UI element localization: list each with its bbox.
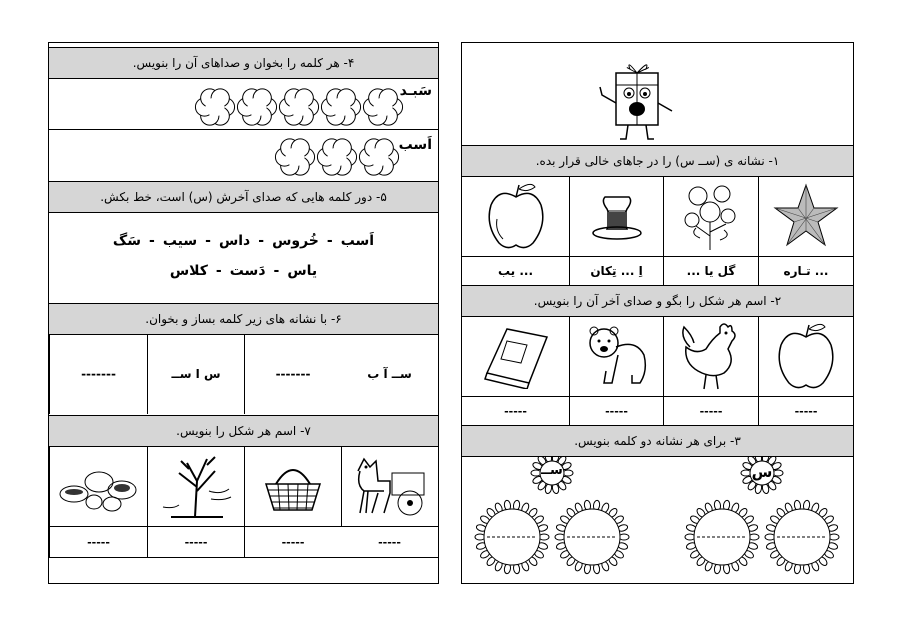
q5-dash: -	[273, 263, 280, 279]
q5-word: خُروس	[272, 233, 319, 249]
q5-word: یاس	[287, 263, 318, 279]
q4-word-1: سَبـد	[399, 83, 432, 99]
q1-label-3: اِ ... تِکان	[569, 257, 663, 285]
q4-word-2: اَسب	[398, 137, 432, 153]
flower-row-1	[194, 85, 404, 129]
q6-grid	[49, 334, 438, 414]
q1-label-4: ... یب	[497, 264, 534, 278]
q1-pictures	[462, 176, 853, 256]
sun-shape	[475, 500, 549, 574]
q1-label-2: گل یا ...	[663, 257, 758, 285]
flower-shape	[359, 139, 398, 175]
tree-picture	[147, 446, 244, 526]
apple-picture-q1	[462, 176, 569, 256]
basket-picture	[244, 446, 341, 526]
flower-shape	[237, 89, 276, 125]
q4-header: ۴- هر کلمه را بخوان و صداهای آن را بنویس.	[49, 47, 438, 79]
q5-header: ۵- دور کلمه هایی که صدای آخرش (س) است، خط بکش.	[49, 181, 438, 213]
q7-blank-3[interactable]: -----	[147, 527, 244, 557]
tea-glass-picture	[569, 176, 663, 256]
flower-shape	[363, 89, 402, 125]
flower-row-2	[274, 135, 404, 179]
flowers-picture	[663, 176, 758, 256]
q5-word: سیب	[162, 233, 198, 249]
q5-dash: -	[149, 233, 155, 249]
q1-label-1: ... تـاره	[758, 257, 853, 285]
book-picture	[462, 316, 569, 396]
q2-blank-1[interactable]: -----	[758, 397, 853, 425]
q5-word: سَگ	[112, 233, 141, 249]
q7-blank-2[interactable]: -----	[244, 527, 341, 557]
gift-mascot-picture	[592, 53, 682, 143]
q3-letter-1: س	[751, 463, 773, 481]
flower-shape	[317, 139, 356, 175]
apple-picture-q2	[758, 316, 853, 396]
q5-word: داس	[218, 233, 251, 249]
star-picture	[758, 176, 853, 256]
flower-shape	[275, 139, 314, 175]
bear-picture	[569, 316, 663, 396]
q5-dash: -	[258, 233, 265, 249]
q5-dash: -	[326, 233, 333, 249]
q2-blank-4[interactable]: -----	[504, 404, 527, 418]
right-worksheet-page	[461, 42, 854, 584]
q3-header: ۳- برای هر نشانه دو کلمه بنویس.	[462, 425, 853, 457]
sun-shape	[555, 500, 629, 574]
q6-cell-2: -------	[244, 334, 341, 414]
flower-shape	[195, 89, 234, 125]
left-worksheet-page	[48, 42, 439, 584]
flower-shape	[321, 89, 360, 125]
q5-word-row-2	[49, 263, 438, 279]
sun-shape	[685, 500, 759, 574]
rooster-picture	[663, 316, 758, 396]
q1-label-row	[462, 257, 853, 285]
q5-word: اَسب	[340, 233, 375, 249]
q7-answer-row	[49, 527, 438, 557]
q3-letter-2: ســ	[541, 463, 563, 478]
q1-header: ۱- نشانه ی (ســ س) را در جاهای خالی قرار بده.	[462, 145, 853, 177]
q2-blank-2[interactable]: -----	[663, 397, 758, 425]
q2-header: ۲- اسم هر شکل را بگو و صدای آخر آن را بنویس.	[462, 285, 853, 317]
q5-dash: -	[215, 263, 222, 279]
q6-cell-1: ســ آ ب	[367, 367, 412, 381]
q5-dash: -	[205, 233, 211, 249]
q5-word: کلاس	[169, 263, 208, 279]
q3-sun-diagram	[462, 457, 853, 582]
q6-header: ۶- با نشانه های زیر کلمه بساز و بخوان.	[49, 303, 438, 335]
q7-pictures	[49, 446, 438, 526]
q7-header: ۷- اسم هر شکل را بنویس.	[49, 415, 438, 447]
q2-answer-row	[462, 397, 853, 425]
q5-word-row-1	[49, 233, 438, 249]
q2-pictures	[462, 316, 853, 396]
q5-word: دَست	[229, 263, 266, 279]
sun-shape	[765, 500, 839, 574]
q2-blank-3[interactable]: -----	[569, 397, 663, 425]
q7-blank-4[interactable]: -----	[49, 527, 147, 557]
q6-cell-3: س ا ســ	[147, 334, 244, 414]
horse-cart-picture	[341, 446, 438, 526]
q6-cell-4: -------	[49, 334, 147, 414]
q7-blank-1[interactable]: -----	[378, 535, 401, 549]
nuts-picture	[49, 446, 147, 526]
flower-shape	[279, 89, 318, 125]
